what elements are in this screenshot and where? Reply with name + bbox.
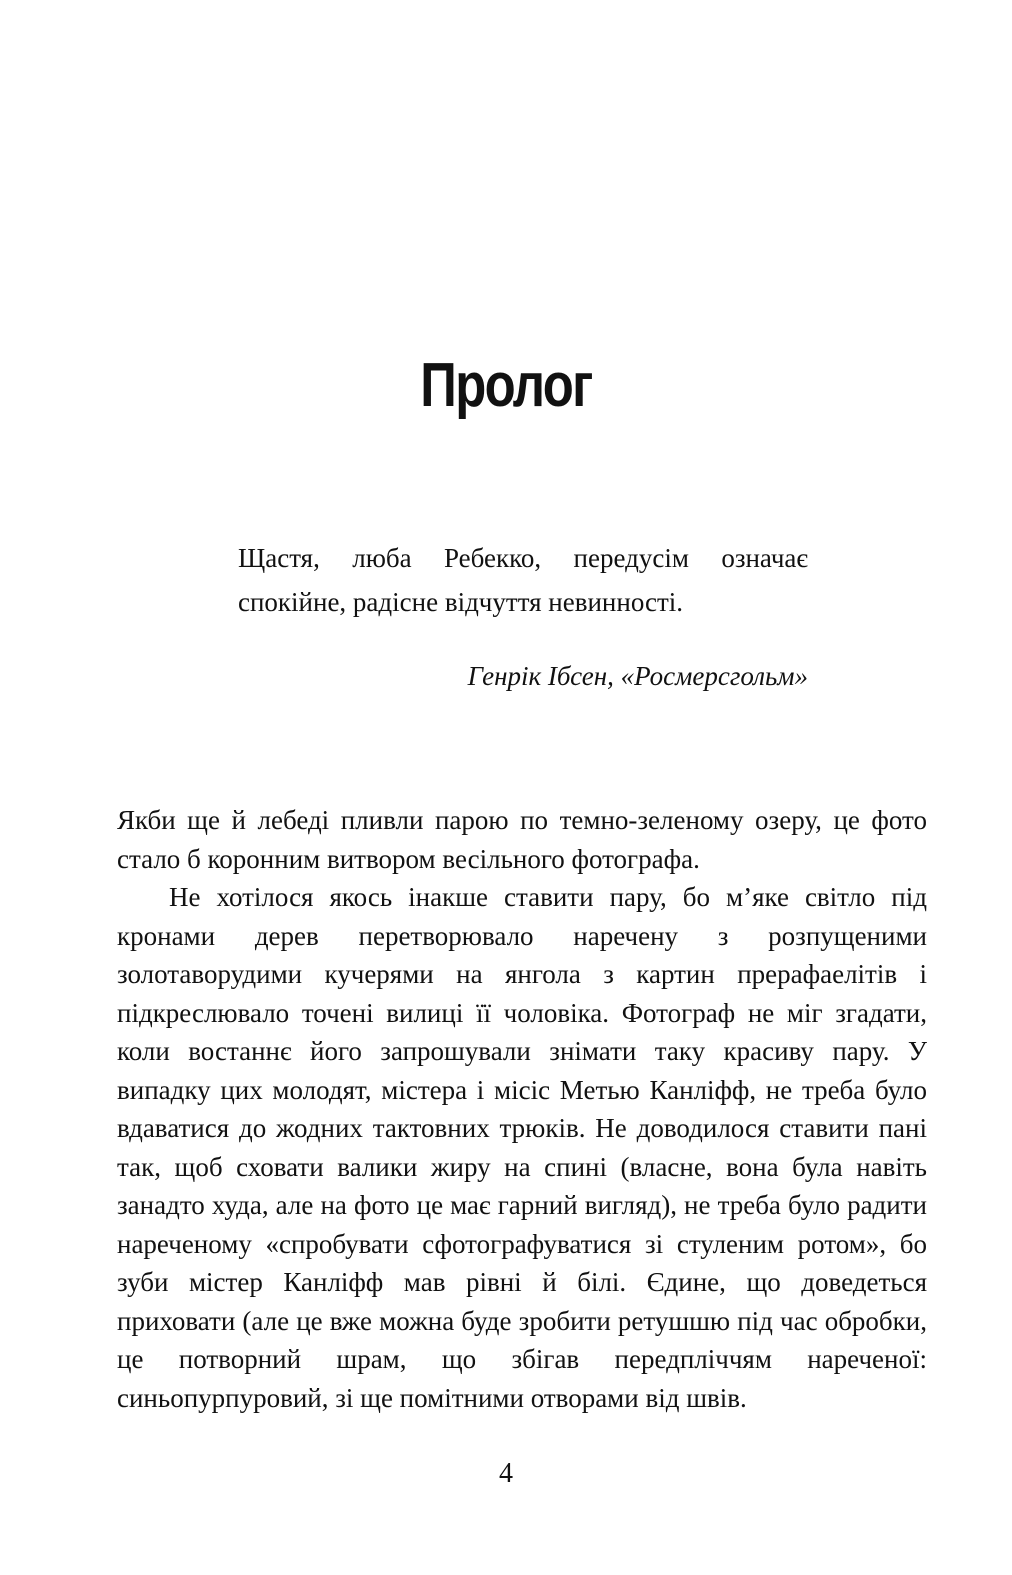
chapter-title: Пролог: [420, 351, 592, 420]
epigraph: [238, 536, 808, 698]
body-text: [117, 801, 927, 1417]
paragraph-2: Не хотілося якось інакше ставити пару, бо м’яке світло під кронами дерев перетворювало наречену з розпущеними золотаворудими кучерями на янгола з картин прерафаелітів і підкреслювало точені вилиці її чоловіка. Фотограф не міг згадати, коли востаннє його запрошували знімати таку красиву пару. У випадку цих молодят, містера і місіс Метью Канліфф, не треба було вдаватися до жодних тактовних трюків. Не доводилося ставити пані так, щоб сховати валики жиру на спині (власне, вона була навіть занадто худа, але на фото це має гарний вигляд), не треба було радити нареченому «спробувати сфотографуватися зі стуленим ротом», бо зуби містер Канліфф мав рівні й білі. Єдине, що доведеться приховати (але це вже можна буде зробити ретушшю під час обробки, це потворний шрам, що збігав передпліччям нареченої: синьопурпуровий, зі ще помітними отворами від швів.: [117, 882, 927, 1413]
page-number: 4: [499, 1458, 513, 1489]
epigraph-quote: Щастя, люба Ребекко, передусім означає спокійне, радісне відчуття невинності.: [238, 543, 808, 617]
epigraph-attribution: Генрік Ібсен, «Росмерсгольм»: [467, 661, 808, 691]
paragraph-1: Якби ще й лебеді пливли парою по темно-зеленому озеру, це фото стало б коронним витвором весільного фотографа.: [117, 805, 927, 874]
